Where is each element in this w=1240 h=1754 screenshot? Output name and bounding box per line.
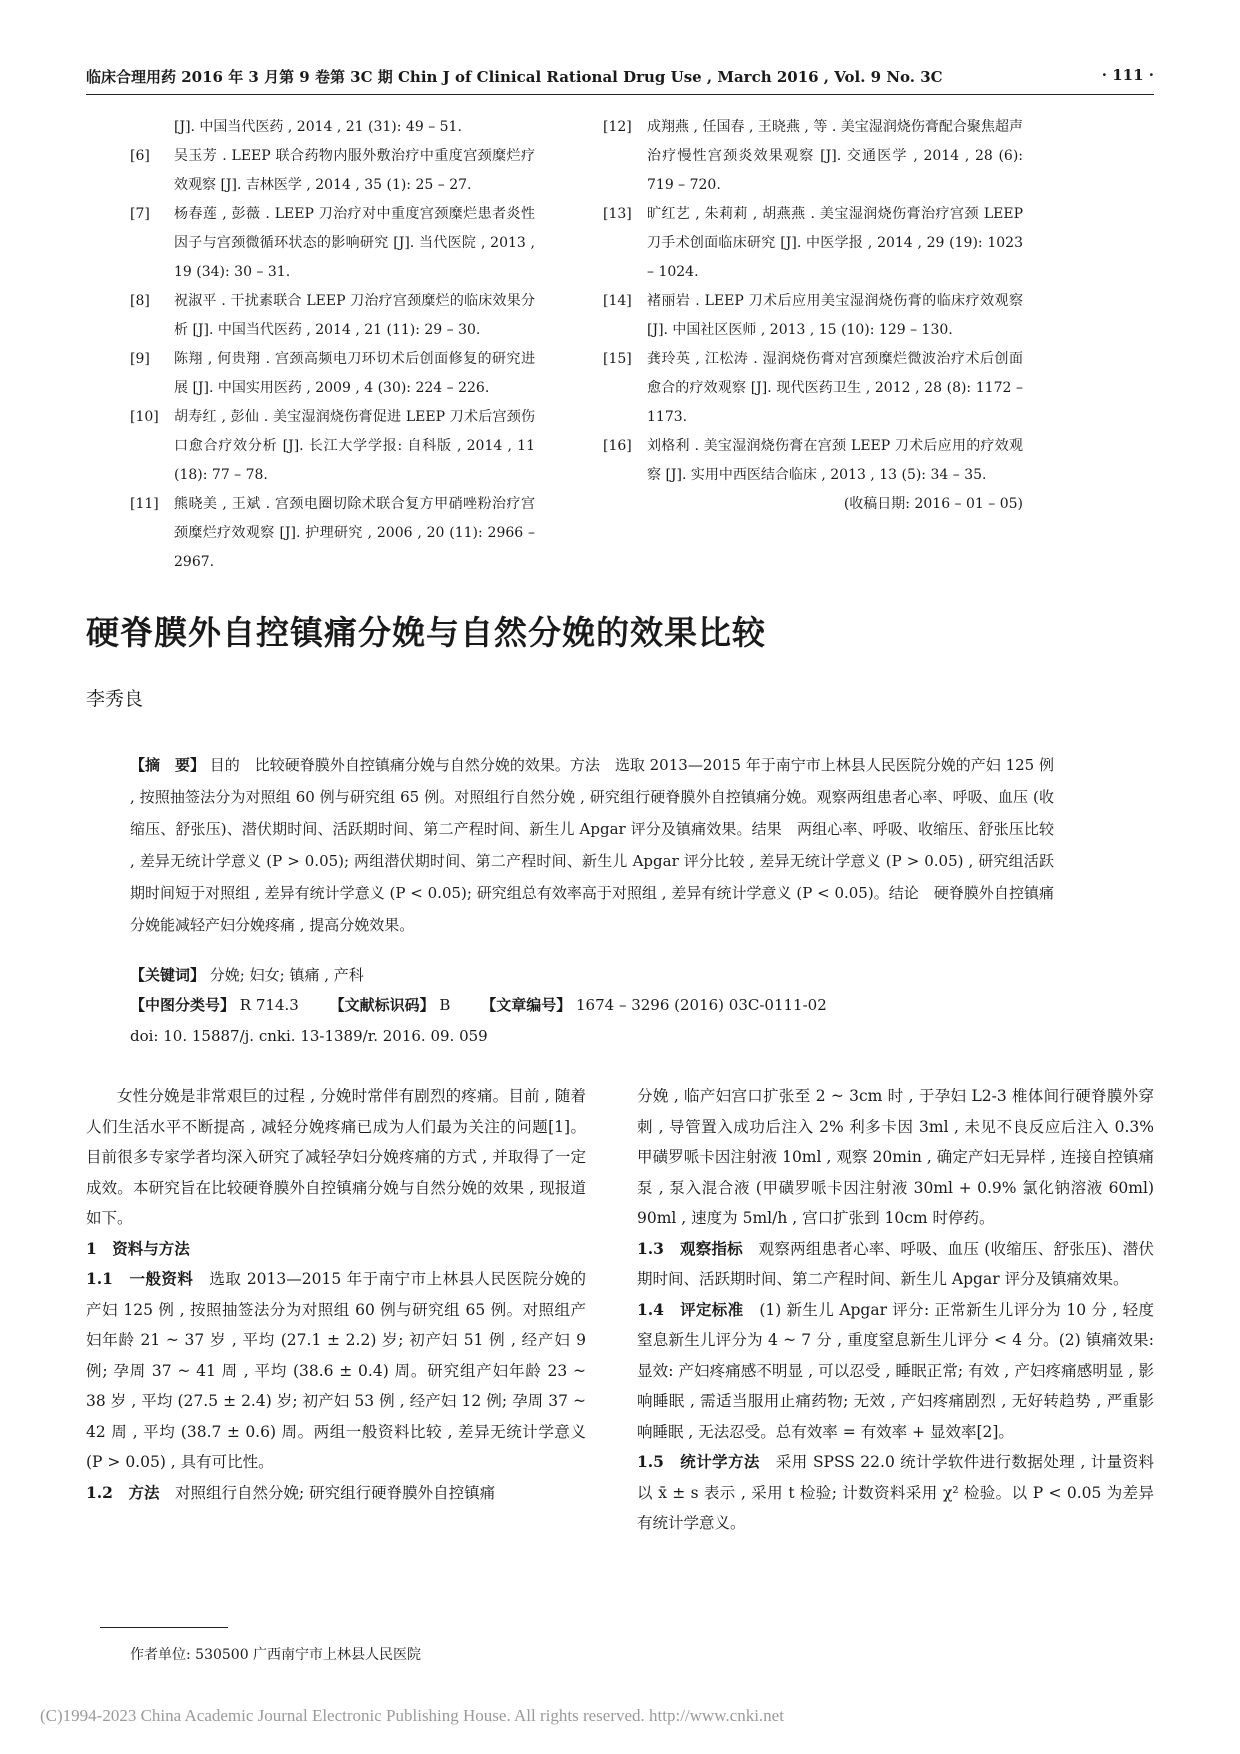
footnote-rule <box>100 1627 228 1628</box>
article-title: 硬脊膜外自控镇痛分娩与自然分娩的效果比较 <box>86 613 766 652</box>
reference-item: [10] 胡寿红 , 彭仙 . 美宝湿润烧伤膏促进 LEEP 刀术后宫颈伤口愈合疗效分析 [J]. 长江大学学报: 自科版 , 2014 , 11 (18): 77 – 78. <box>130 409 535 483</box>
clc-label: 【中图分类号】 <box>130 996 236 1014</box>
reference-item: [9] 陈翔 , 何贵翔 . 宫颈高频电刀环切术后创面修复的研究进展 [J]. 中国实用医药 , 2009 , 4 (30): 224 – 226. <box>130 351 535 396</box>
subsection-1-2: 1.2 方法 对照组行自然分娩; 研究组行硬脊膜外自控镇痛 <box>86 1482 496 1502</box>
reference-item: [16] 刘格利 . 美宝湿润烧伤膏在宫颈 LEEP 刀术后应用的疗效观察 [J]. 实用中西医结合临床 , 2013 , 13 (5): 34 – 35. <box>603 438 1023 483</box>
keywords-text: 分娩; 妇女; 镇痛 , 产科 <box>209 966 364 984</box>
copyright-notice: (C)1994-2023 China Academic Journal Electronic Publishing House. All rights reserved. http://www.cnki.net <box>40 1706 784 1725</box>
references-right <box>603 113 1023 519</box>
reference-item: [J]. 中国当代医药 , 2014 , 21 (31): 49 – 51. <box>174 119 462 135</box>
journal-info: 临床合理用药 2016 年 3 月第 9 卷第 3C 期 Chin J of Clinical Rational Drug Use , March 2016 , Vol. 9 No. 3C <box>86 68 943 86</box>
keywords-label: 【关键词】 <box>130 966 206 984</box>
keywords <box>130 960 364 990</box>
subsection-1-5: 1.5 统计学方法 采用 SPSS 22.0 统计学软件进行数据处理 , 计量资料以 x̄ ± s 表示 , 采用 t 检验; 计数资料采用 χ² 检验。以 P < 0.05 为差异有统计学意义。 <box>637 1452 1155 1532</box>
intro-paragraph: 女性分娩是非常艰巨的过程 , 分娩时常伴有剧烈的疼痛。目前 , 随着人们生活水平不断提高 , 减轻分娩疼痛已成为人们最为关注的问题[1]。目前很多专家学者均深入研究了减轻孕妇分娩疼痛的方式 , 并取得了一定成效。本研究旨在比较硬脊膜外自控镇痛分娩与自然分娩的效果 , 现报道如下。 <box>86 1087 586 1227</box>
section-heading: 1 资料与方法 <box>86 1238 190 1258</box>
subsection-1-3: 1.3 观察指标 观察两组患者心率、呼吸、血压 (收缩压、舒张压)、潜伏期时间、活跃期时间、第二产程时间、新生儿 Apgar 评分及镇痛效果。 <box>637 1238 1154 1288</box>
received-date: (收稿日期: 2016 – 01 – 05) <box>843 496 1023 512</box>
article-number-value: 1674 – 3296 (2016) 03C-0111-02 <box>576 996 827 1014</box>
reference-item: [6] 吴玉芳 . LEEP 联合药物内服外敷治疗中重度宫颈糜烂疗效观察 [J]. 吉林医学 , 2014 , 35 (1): 25 – 27. <box>130 148 535 193</box>
author-affiliation: 作者单位: 530500 广西南宁市上林县人民医院 <box>130 1647 422 1663</box>
method-continued: 分娩 , 临产妇宫口扩张至 2 ~ 3cm 时 , 于孕妇 L2-3 椎体间行硬脊膜外穿刺 , 导管置入成功后注入 2% 利多卡因 3ml , 未见不良反应后注入 0.3% 甲磺罗哌卡因注射液 10ml , 观察 20min , 确定产妇无异样 , 连接自控镇痛泵 , 泵入混合液 (甲磺罗哌卡因注射液 30ml + 0.9% 氯化钠溶液 60ml) 90ml , 速度为 5ml/h , 宫口扩张到 10cm 时停药。 <box>637 1087 1154 1227</box>
reference-item: [11] 熊晓美 , 王斌 . 宫颈电圈切除术联合复方甲硝唑粉治疗宫颈糜烂疗效观察 [J]. 护理研究 , 2006 , 20 (11): 2966 – 2967. <box>130 496 535 570</box>
header-rule <box>86 94 1154 95</box>
reference-item: [13] 旷红艺 , 朱莉莉 , 胡燕燕 . 美宝湿润烧伤膏治疗宫颈 LEEP 刀手术创面临床研究 [J]. 中医学报 , 2014 , 29 (19): 1023 – 1024. <box>603 206 1023 280</box>
references-left <box>130 113 535 577</box>
running-header <box>86 66 1154 87</box>
abstract <box>130 749 1054 941</box>
clc-value: R 714.3 <box>239 996 299 1014</box>
reference-item: [15] 龚玲英 , 江松涛 . 湿润烧伤膏对宫颈糜烂微波治疗术后创面愈合的疗效观察 [J]. 现代医药卫生 , 2012 , 28 (8): 1172 – 1173. <box>603 351 1023 425</box>
reference-item: [14] 褚丽岩 . LEEP 刀术后应用美宝湿润烧伤膏的临床疗效观察 [J]. 中国社区医师 , 2013 , 15 (10): 129 – 130. <box>603 293 1023 338</box>
doc-code-label: 【文献标识码】 <box>329 996 435 1014</box>
abstract-text: 目的 比较硬脊膜外自控镇痛分娩与自然分娩的效果。方法 选取 2013—2015 年于南宁市上林县人民医院分娩的产妇 125 例 , 按照抽签法分为对照组 60 例与研究组 65 例。对照组行自然分娩 , 研究组行硬脊膜外自控镇痛分娩。观察两组患者心率、呼吸、血压 (收缩压、舒张压)、潜伏期时间、活跃期时间、第二产程时间、新生儿 Apgar 评分及镇痛效果。结果 两组心率、呼吸、收缩压、舒张压比较 , 差异无统计学意义 (P > 0.05); 两组潜伏期时间、第二产程时间、新生儿 Apgar 评分比较 , 差异无统计学意义 (P > 0.05) , 研究组活跃期时间短于对照组 , 差异有统计学意义 (P < 0.05); 研究组总有效率高于对照组 , 差异有统计学意义 (P < 0.05)。结论 硬脊膜外自控镇痛分娩能减轻产妇分娩疼痛 , 提高分娩效果。 <box>130 756 1054 934</box>
subsection-1-1: 1.1 一般资料 选取 2013—2015 年于南宁市上林县人民医院分娩的产妇 125 例 , 按照抽签法分为对照组 60 例与研究组 65 例。对照组产妇年龄 21 ~ 37 岁 , 平均 (27.1 ± 2.2) 岁; 初产妇 51 例 , 经产妇 9 例; 孕周 37 ~ 41 周 , 平均 (38.6 ± 0.4) 周。研究组产妇年龄 23 ~ 38 岁 , 平均 (27.5 ± 2.4) 岁; 初产妇 53 例 , 经产妇 12 例; 孕周 37 ~ 42 周 , 平均 (38.7 ± 0.6) 周。两组一般资料比较 , 差异无统计学意义 (P > 0.05) , 具有可比性。 <box>86 1269 587 1471</box>
reference-item: [8] 祝淑平 . 干扰素联合 LEEP 刀治疗宫颈糜烂的临床效果分析 [J]. 中国当代医药 , 2014 , 21 (11): 29 – 30. <box>130 293 535 338</box>
article-number-label: 【文章编号】 <box>481 996 572 1014</box>
doc-code-value: B <box>439 996 451 1014</box>
author-name: 李秀良 <box>86 688 144 710</box>
doi: doi: 10. 15887/j. cnki. 13-1389/r. 2016. 09. 059 <box>130 1027 488 1045</box>
subsection-1-4: 1.4 评定标准 (1) 新生儿 Apgar 评分: 正常新生儿评分为 10 分 , 轻度窒息新生儿评分为 4 ~ 7 分 , 重度窒息新生儿评分 < 4 分。(2) 镇痛效果: 显效: 产妇疼痛感不明显 , 可以忍受 , 睡眠正常; 有效 , 产妇疼痛感明显 , 影响睡眠 , 需适当服用止痛药物; 无效 , 产妇疼痛剧烈 , 无好转趋势 , 严重影响睡眠 , 无法忍受。总有效率 = 有效率 + 显效率[2]。 <box>637 1299 1154 1441</box>
page-number: · 111 · <box>1101 66 1154 84</box>
body-left-column <box>86 1081 586 1508</box>
abstract-label: 【摘 要】 <box>130 756 206 774</box>
reference-item: [12] 成翔燕 , 任国春 , 王晓燕 , 等 . 美宝湿润烧伤膏配合聚焦超声治疗慢性宫颈炎效果观察 [J]. 交通医学 , 2014 , 28 (6): 719 – 720. <box>603 119 1023 193</box>
reference-item: [7] 杨春莲 , 彭薇 . LEEP 刀治疗对中重度宫颈糜烂患者炎性因子与宫颈微循环状态的影响研究 [J]. 当代医院 , 2013 , 19 (34): 30 – 31. <box>130 206 535 280</box>
classification-line <box>130 990 827 1020</box>
body-right-column <box>637 1081 1154 1539</box>
